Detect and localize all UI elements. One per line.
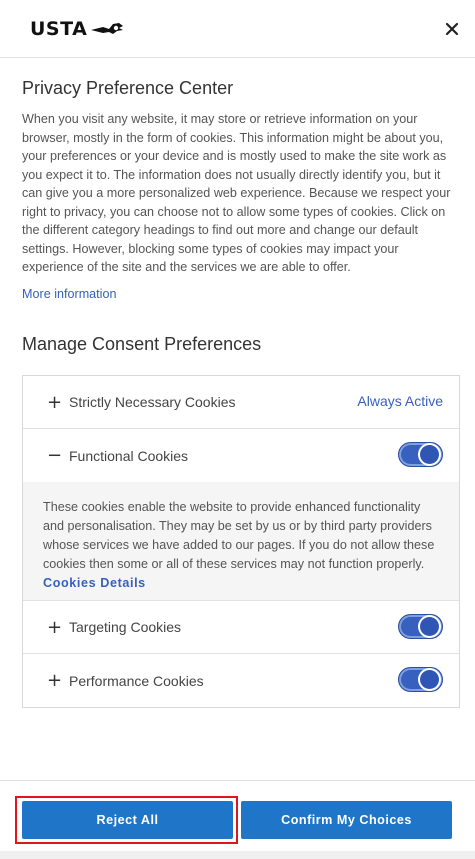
collapse-icon: − xyxy=(47,445,63,466)
category-performance[interactable] xyxy=(23,654,459,707)
expand-icon: + xyxy=(47,616,63,638)
functional-description-panel xyxy=(23,482,459,601)
category-label: Performance Cookies xyxy=(69,672,204,689)
usta-logo xyxy=(30,17,125,41)
functional-description: These cookies enable the website to provide enhanced functionality and personalisation. They may be set by us or by third party providers whose services we have added to our pages. If you do not allow these cookies then some or all of these services may not function properly. xyxy=(43,500,435,571)
close-icon xyxy=(441,18,463,40)
category-label: Functional Cookies xyxy=(69,447,189,464)
always-active-status: Always Active xyxy=(357,393,443,409)
toggle-knob xyxy=(420,617,439,636)
confirm-choices-button[interactable]: Confirm My Choices xyxy=(241,801,452,839)
footer xyxy=(0,780,475,859)
expand-icon: + xyxy=(47,391,63,413)
logo-tennis-icon xyxy=(89,20,125,38)
more-information-link[interactable]: More information xyxy=(22,287,117,301)
toggle-knob xyxy=(420,445,439,464)
header xyxy=(0,0,475,58)
logo-text: USTA xyxy=(30,18,88,40)
close-button[interactable] xyxy=(441,18,463,40)
privacy-description: When you visit any website, it may store or retrieve information on your browser, mostly in the form of cookies. This information might be about you, your preferences or your device and is mostly used to make the site work as you expect it to. The information does not usually directly identify you, but it can give you a more personalized web experience. Because we respect your right to privacy, you can choose not to allow some types of cookies. Click on the different category headings to find out more and change our default settings. However, blocking some types of cookies may impact your experience of the site and the services we are able to offer. xyxy=(22,112,451,274)
functional-toggle[interactable] xyxy=(398,442,443,467)
reject-all-button[interactable]: Reject All xyxy=(22,801,233,839)
consent-accordion xyxy=(22,375,460,708)
performance-toggle[interactable] xyxy=(398,667,443,692)
expand-icon: + xyxy=(47,670,63,691)
category-label: Strictly Necessary Cookies xyxy=(69,394,236,410)
category-targeting[interactable] xyxy=(23,601,459,654)
consent-title: Manage Consent Preferences xyxy=(22,334,262,354)
preference-content[interactable] xyxy=(0,58,475,780)
cookies-details-link[interactable]: Cookies Details xyxy=(43,576,146,590)
privacy-title: Privacy Preference Center xyxy=(22,78,234,98)
category-functional[interactable] xyxy=(23,429,459,482)
targeting-toggle[interactable] xyxy=(398,614,443,639)
category-label: Targeting Cookies xyxy=(69,619,182,635)
footer-strip xyxy=(0,851,475,859)
category-strictly-necessary[interactable] xyxy=(23,376,459,429)
toggle-knob xyxy=(420,670,439,689)
